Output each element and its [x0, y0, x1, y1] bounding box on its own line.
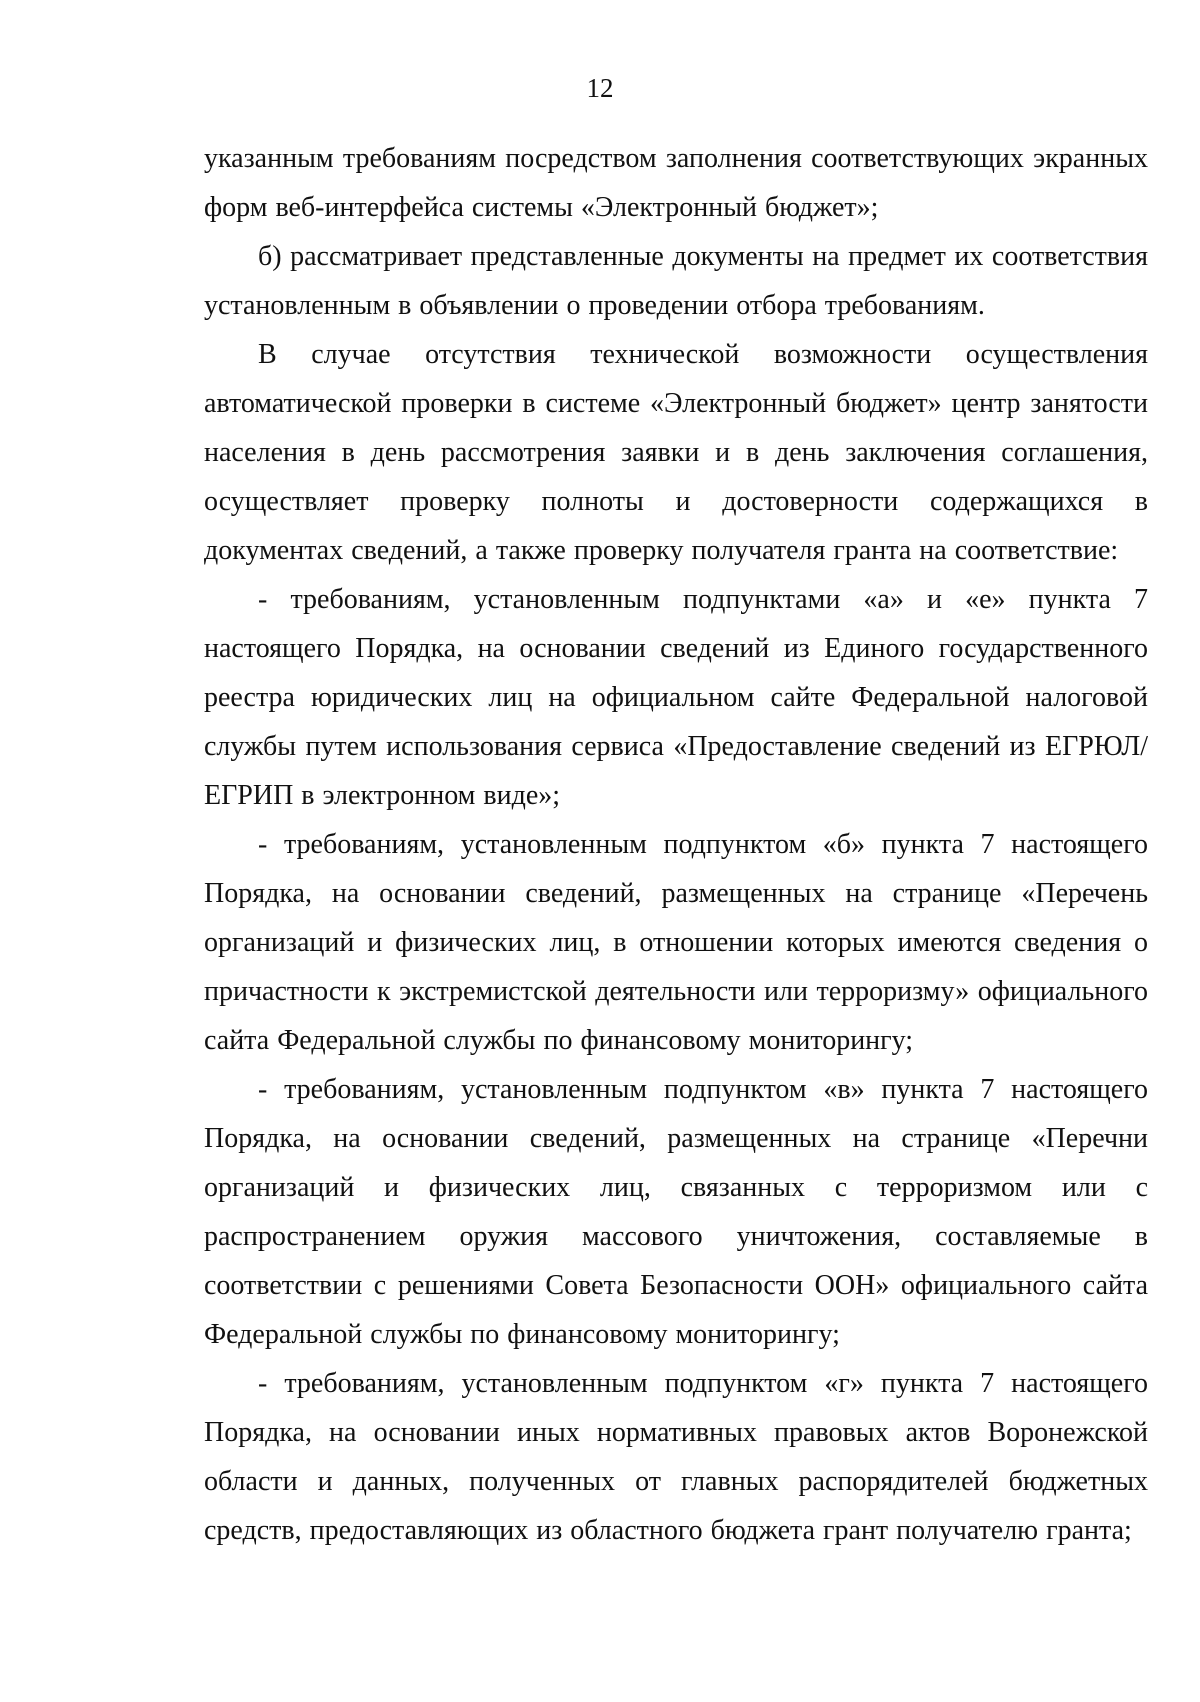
paragraph-requirement-a-e: - требованиям, установленным подпунктами «а» и «е» пункта 7 настоящего Порядка, на основании сведений из Единого государственного реестра юридических лиц на официальном сайте Федеральной налоговой службы путем использования сервиса «Предоставление сведений из ЕГРЮЛ/ЕГРИП в электронном виде»;: [204, 584, 1148, 811]
document-body: [204, 134, 1148, 1555]
paragraph-requirement-v: - требованиям, установленным подпунктом «в» пункта 7 настоящего Порядка, на основании сведений, размещенных на странице «Перечни организаций и физических лиц, связанных с терроризмом или с распространением оружия массового уничтожения, составляемые в соответствии с решениями Совета Безопасности ООН» официального сайта Федеральной службы по финансовому мониторингу;: [204, 1074, 1148, 1350]
paragraph-manual-check: В случае отсутствия технической возможности осуществления автоматической проверки в системе «Электронный бюджет» центр занятости населения в день рассмотрения заявки и в день заключения соглашения, осуществляет проверку полноты и достоверности содержащихся в документах сведений, а также проверку получателя гранта на соответствие:: [204, 339, 1148, 566]
paragraph-form-filling: указанным требованиям посредством заполнения соответствующих экранных форм веб-интерфейса системы «Электронный бюджет»;: [204, 143, 1148, 223]
paragraph-document-review: б) рассматривает представленные документы на предмет их соответствия установленным в объявлении о проведении отбора требованиям.: [204, 241, 1148, 321]
paragraph-requirement-g: - требованиям, установленным подпунктом «г» пункта 7 настоящего Порядка, на основании иных нормативных правовых актов Воронежской области и данных, полученных от главных распорядителей бюджетных средств, предоставляющих из областного бюджета грант получателю гранта;: [204, 1368, 1148, 1546]
paragraph-requirement-b: - требованиям, установленным подпунктом «б» пункта 7 настоящего Порядка, на основании сведений, размещенных на странице «Перечень организаций и физических лиц, в отношении которых имеются сведения о причастности к экстремистской деятельности или терроризму» официального сайта Федеральной службы по финансовому мониторингу;: [204, 829, 1148, 1056]
page-number: 12: [586, 73, 614, 103]
